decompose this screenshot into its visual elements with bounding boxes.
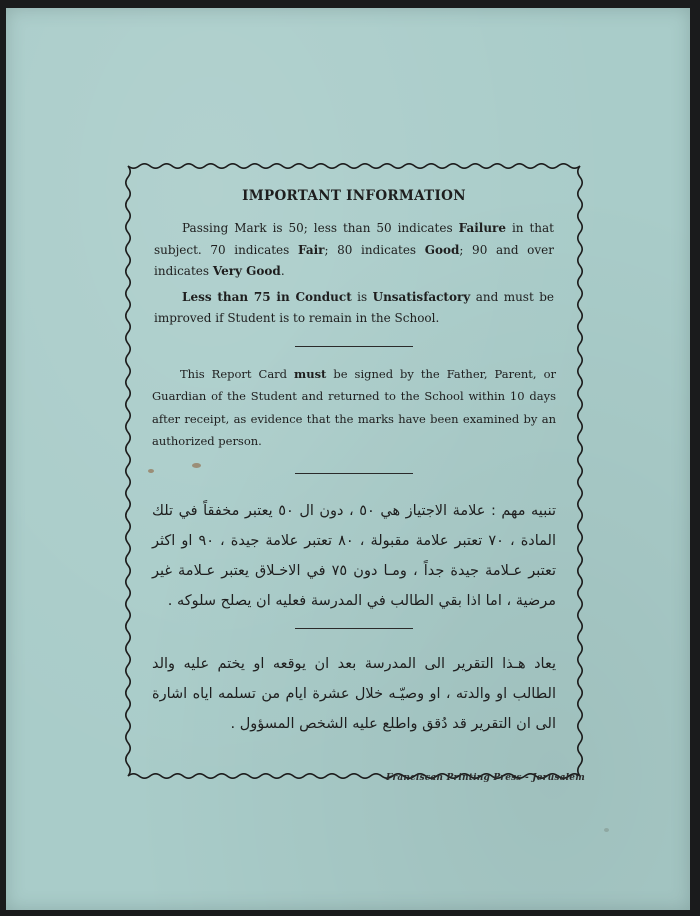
grading-text: ; 90 and over indicates (154, 242, 554, 278)
arabic-grading-paragraph: تنبيه مهم : علامة الاجتياز هي ٥٠ ، دون ال ٥٠ يعتبر مخفقاً في تلك المادة ، ٧٠ تعتبر علامة مقبولة ، ٨٠ تعتبر علامة جيدة ، ٩٠ او اكثر تعتبر عـلامة جيدة جداً ، ومـا دون ٧٥ في الاخـلاق يعتبر عـلامة غير مرضية ، اما اذا بقي الطالب في المدرسة فعليه ان يصلح سلوكه . (152, 502, 557, 609)
good-term: Good (424, 242, 460, 257)
failure-term: Failure (458, 221, 507, 235)
conduct-text: and must be improved if Student is to remain in the School. (154, 289, 554, 325)
page-title: IMPORTANT INFORMATION (242, 188, 466, 204)
grading-paragraph (154, 218, 554, 283)
grading-text: ; 80 indicates (324, 242, 425, 257)
grading-text: . (280, 264, 285, 278)
must-term: must (294, 366, 327, 381)
info-content (146, 184, 562, 739)
grading-text: in that subject. 70 indicates (154, 221, 554, 257)
divider (295, 346, 413, 347)
report-card-back (6, 8, 690, 910)
divider (295, 628, 413, 629)
conduct-text-bold: Less than 75 in (182, 289, 296, 304)
printer-imprint: Franciscan Printing Press - Jerusalem (386, 773, 585, 783)
conduct-text: is (351, 289, 373, 304)
unsatisfactory-term: Unsatisfactory (372, 289, 471, 304)
signing-text: This Report Card (180, 366, 295, 381)
signing-text: be signed by the Father, Parent, or Guardian of the Student and returned to the School within 10 days after receipt, as evidence that the marks have been examined by an authorized person. (152, 366, 556, 448)
divider (295, 473, 413, 474)
conduct-term: Conduct (295, 289, 352, 304)
signing-paragraph (152, 363, 556, 453)
very-good-term: Very Good (212, 264, 281, 278)
rust-stain (604, 828, 609, 832)
conduct-paragraph (154, 287, 554, 330)
fair-term: Fair (297, 242, 325, 257)
info-frame (124, 162, 584, 780)
arabic-signing-paragraph: يعاد هـذا التقرير الى المدرسة بعد ان يوقعه او يختم عليه والد الطالب او والدته ، او وصيّـه خلال عشرة ايام من تسلمه اياه اشارة الى ان التقرير قد دُقق واطلع عليه الشخص المسؤول . (152, 655, 556, 732)
grading-text: Passing Mark is 50; less than 50 indicates (182, 221, 459, 235)
